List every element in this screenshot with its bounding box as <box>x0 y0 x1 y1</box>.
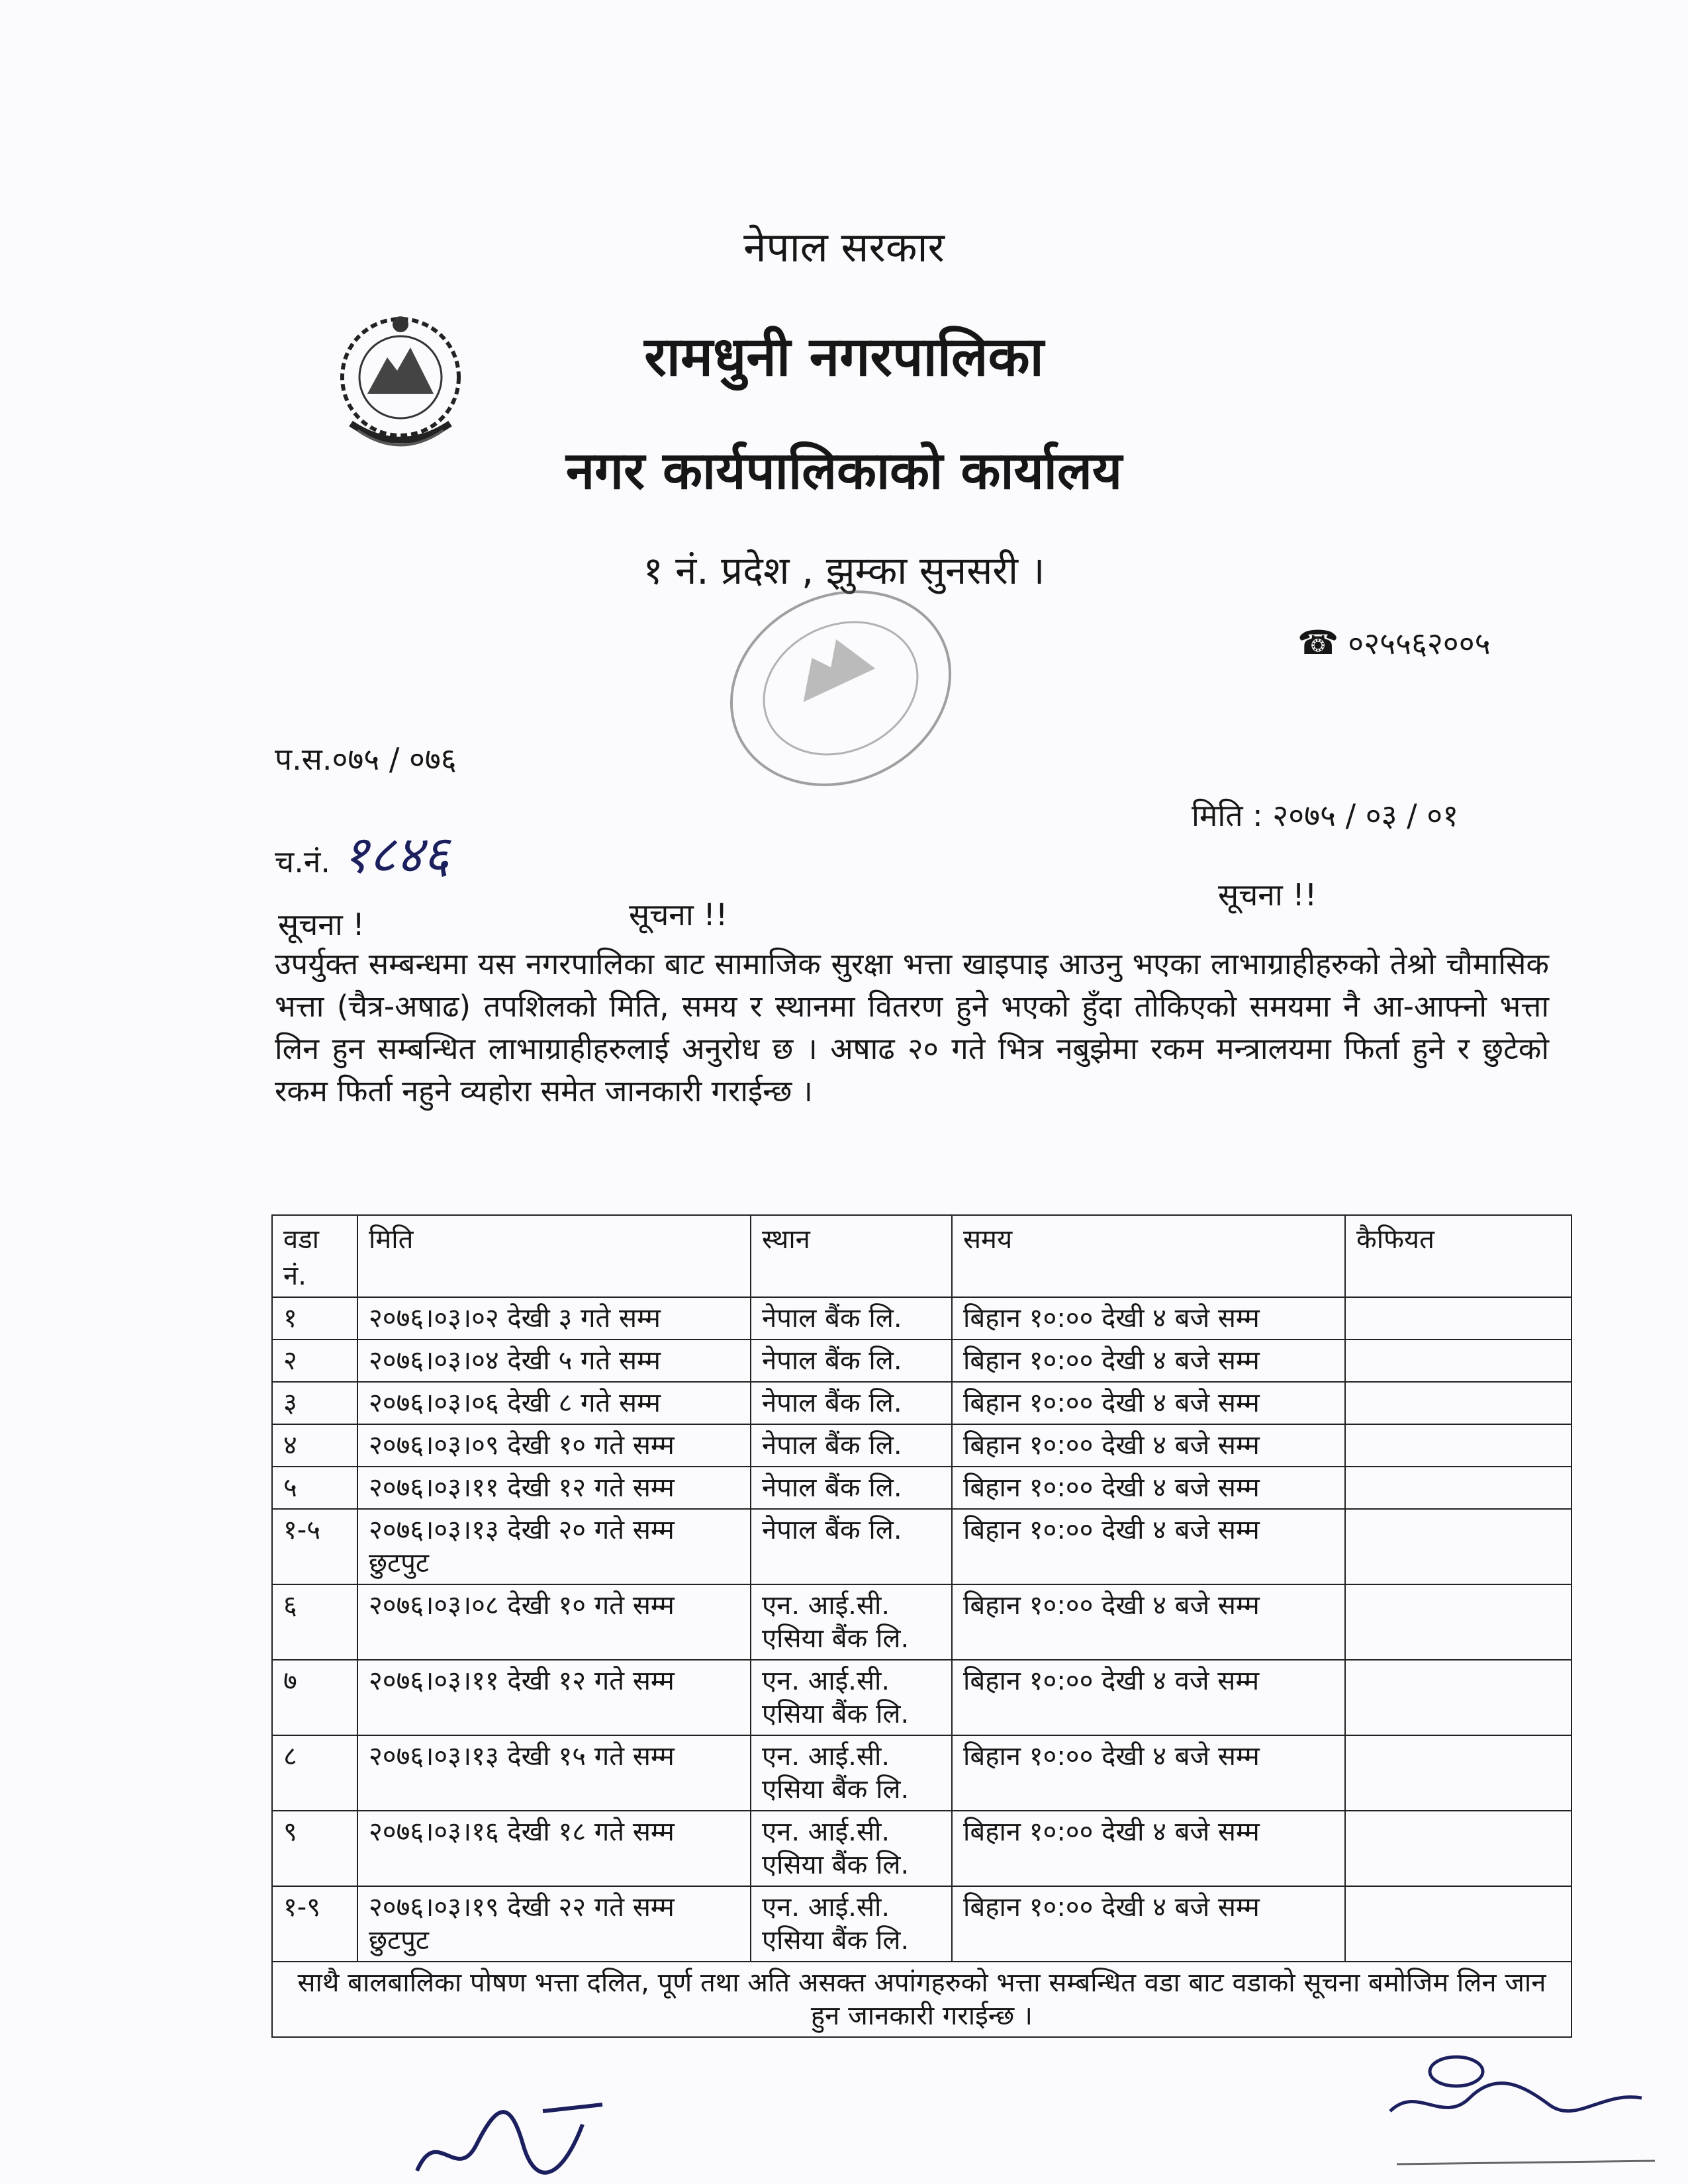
cell-date: २०७६।०३।०८ देखी १० गते सम्म <box>357 1584 751 1660</box>
cell-time: बिहान १०:०० देखी ४ बजे सम्म <box>952 1509 1345 1584</box>
cell-remarks <box>1345 1340 1571 1382</box>
column-header-remarks: कैफियत <box>1345 1215 1571 1297</box>
table-row <box>272 1340 1571 1382</box>
cell-time: बिहान १०:०० देखी ४ बजे सम्म <box>952 1297 1345 1340</box>
phone-number: ०२५५६२००५ <box>1348 625 1491 661</box>
cell-time: बिहान १०:०० देखी ४ बजे सम्म <box>952 1467 1345 1509</box>
cell-date: २०७६।०३।११ देखी १२ गते सम्म <box>357 1660 751 1735</box>
phone-number-line <box>1297 622 1491 663</box>
cell-place: नेपाल बैंक लि. <box>751 1297 952 1340</box>
column-header-place: स्थान <box>751 1215 952 1297</box>
cell-time: बिहान १०:०० देखी ४ बजे सम्म <box>952 1886 1345 1962</box>
cell-remarks <box>1345 1660 1571 1735</box>
signature-right-icon <box>1377 2045 1668 2184</box>
notice-body-paragraph: उपर्युक्त सम्बन्धमा यस नगरपालिका बाट सामाजिक सुरक्षा भत्ता खाइपाइ आउनु भएका लाभाग्राहीहरुको तेश्रो चौमासिक भत्ता (चैत्र-अषाढ) तपशिलको मिति, समय र स्थानमा वितरण हुने भएको हुँदा तोकिएको समयमा नै आ-आफ्नो भत्ता लिन हुन सम्बन्धित लाभाग्राहीहरुलाई अनुरोध छ । अषाढ २० गते भित्र नबुझेमा रकम मन्त्रालयमा फिर्ता हुने र छुटेको रकम फिर्ता नहुने व्यहोरा समेत जानकारी गराईन्छ । <box>275 946 1549 1109</box>
notice-label-1: सूचना ! <box>278 907 365 942</box>
cell-place: नेपाल बैंक लि. <box>751 1509 952 1584</box>
cell-date: २०७६।०३।०९ देखी १० गते सम्म <box>357 1424 751 1467</box>
table-row <box>272 1509 1571 1584</box>
table-footnote-row <box>272 1962 1571 2037</box>
notice-label-2: सूचना !! <box>629 897 728 933</box>
issue-date: मिति : २०७५ / ०३ / ०१ <box>1192 797 1459 833</box>
cell-place: नेपाल बैंक लि. <box>751 1424 952 1467</box>
cell-ward: ४ <box>272 1424 357 1467</box>
cell-place: नेपाल बैंक लि. <box>751 1467 952 1509</box>
dispatch-label: च.नं. <box>275 844 330 880</box>
cell-date: २०७६।०३।१३ देखी १५ गते सम्म <box>357 1735 751 1811</box>
cell-place: एन. आई.सी. एसिया बैंक लि. <box>751 1811 952 1886</box>
table-row <box>272 1584 1571 1660</box>
office-stamp-seal-icon <box>715 569 966 807</box>
notice-label-3: सूचना !! <box>1218 877 1317 913</box>
cell-time: बिहान १०:०० देखी ४ बजे सम्म <box>952 1584 1345 1660</box>
cell-ward: ६ <box>272 1584 357 1660</box>
table-header-row <box>272 1215 1571 1297</box>
column-header-ward: वडा नं. <box>272 1215 357 1297</box>
office-address: १ नं. प्रदेश , झुम्का सुनसरी । <box>643 548 1045 593</box>
cell-remarks <box>1345 1811 1571 1886</box>
table-row <box>272 1886 1571 1962</box>
cell-time: बिहान १०:०० देखी ४ बजे सम्म <box>952 1811 1345 1886</box>
column-header-date: मिति <box>357 1215 751 1297</box>
table-row <box>272 1660 1571 1735</box>
cell-ward: १ <box>272 1297 357 1340</box>
cell-ward: ५ <box>272 1467 357 1509</box>
cell-ward: ३ <box>272 1382 357 1424</box>
telephone-icon: ☎ <box>1297 623 1339 662</box>
cell-place: एन. आई.सी. एसिया बैंक लि. <box>751 1886 952 1962</box>
cell-place: नेपाल बैंक लि. <box>751 1382 952 1424</box>
cell-remarks <box>1345 1297 1571 1340</box>
cell-place: एन. आई.सी. एसिया बैंक लि. <box>751 1735 952 1811</box>
table-row <box>272 1811 1571 1886</box>
cell-ward: ९ <box>272 1811 357 1886</box>
dispatch-number <box>275 817 449 887</box>
cell-date: २०७६।०३।११ देखी १२ गते सम्म <box>357 1467 751 1509</box>
distribution-schedule-table <box>271 1214 1572 2038</box>
cell-ward: ७ <box>272 1660 357 1735</box>
table-footnote: साथै बालबालिका पोषण भत्ता दलित, पूर्ण तथा अति असक्त अपांगहरुको भत्ता सम्बन्धित वडा बाट वडाको सूचना बमोजिम लिन जान हुन जानकारी गराईन्छ । <box>272 1962 1571 2037</box>
cell-remarks <box>1345 1584 1571 1660</box>
cell-remarks <box>1345 1509 1571 1584</box>
table-row <box>272 1297 1571 1340</box>
office-name: नगर कार्यपालिकाको कार्यालय <box>565 441 1123 501</box>
table-row <box>272 1424 1571 1467</box>
cell-date: २०७६।०३।०६ देखी ८ गते सम्म <box>357 1382 751 1424</box>
cell-date: २०७६।०३।१९ देखी २२ गते सम्म छुटपुट <box>357 1886 751 1962</box>
cell-place: एन. आई.सी. एसिया बैंक लि. <box>751 1660 952 1735</box>
government-heading: नेपाल सरकार <box>743 223 945 271</box>
dispatch-number-handwritten: १८४६ <box>342 825 450 885</box>
cell-ward: ८ <box>272 1735 357 1811</box>
reference-number: प.स.०७५ / ०७६ <box>275 741 457 777</box>
cell-time: बिहान १०:०० देखी ४ बजे सम्म <box>952 1382 1345 1424</box>
cell-remarks <box>1345 1382 1571 1424</box>
cell-ward: १-५ <box>272 1509 357 1584</box>
cell-date: २०७६।०३।१६ देखी १८ गते सम्म <box>357 1811 751 1886</box>
cell-date: २०७६।०३।०४ देखी ५ गते सम्म <box>357 1340 751 1382</box>
cell-time: बिहान १०:०० देखी ४ बजे सम्म <box>952 1340 1345 1382</box>
municipality-name: रामधुनी नगरपालिका <box>644 326 1044 388</box>
cell-time: बिहान १०:०० देखी ४ बजे सम्म <box>952 1424 1345 1467</box>
table-row <box>272 1382 1571 1424</box>
column-header-time: समय <box>952 1215 1345 1297</box>
cell-time: बिहान १०:०० देखी ४ बजे सम्म <box>952 1735 1345 1811</box>
cell-remarks <box>1345 1467 1571 1509</box>
table-row <box>272 1467 1571 1509</box>
table-row <box>272 1735 1571 1811</box>
cell-remarks <box>1345 1735 1571 1811</box>
cell-remarks <box>1345 1424 1571 1467</box>
signature-left-icon <box>410 2085 609 2184</box>
cell-place: नेपाल बैंक लि. <box>751 1340 952 1382</box>
cell-ward: १-९ <box>272 1886 357 1962</box>
cell-ward: २ <box>272 1340 357 1382</box>
cell-time: बिहान १०:०० देखी ४ वजे सम्म <box>952 1660 1345 1735</box>
cell-date: २०७६।०३।०२ देखी ३ गते सम्म <box>357 1297 751 1340</box>
cell-remarks <box>1345 1886 1571 1962</box>
cell-date: २०७६।०३।१३ देखी २० गते सम्म छुटपुट <box>357 1509 751 1584</box>
cell-place: एन. आई.सी. एसिया बैंक लि. <box>751 1584 952 1660</box>
